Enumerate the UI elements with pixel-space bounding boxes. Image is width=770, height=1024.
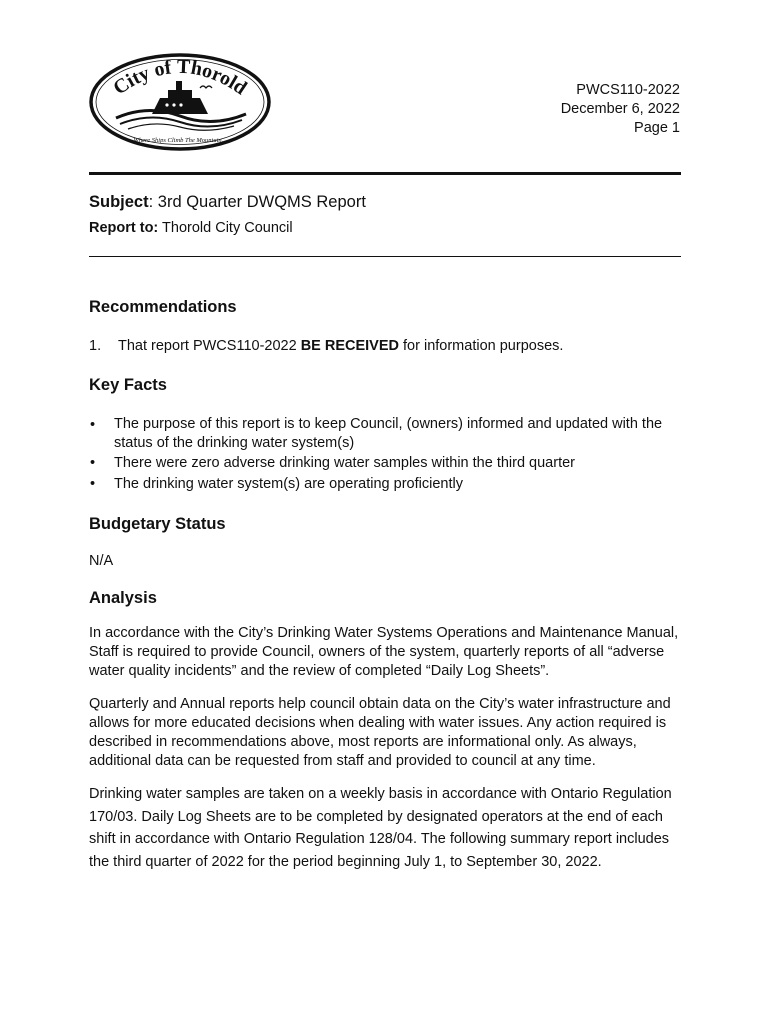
recommendation-text-before: That report PWCS110-2022 xyxy=(118,338,301,354)
report-number: PWCS110-2022 xyxy=(576,82,680,98)
budgetary-status-section xyxy=(89,514,681,571)
subject-divider xyxy=(89,256,681,257)
list-item xyxy=(89,453,681,474)
recommendation-text xyxy=(118,337,563,356)
report-to-text: Thorold City Council xyxy=(158,220,293,236)
recommendation-item xyxy=(89,337,681,356)
recommendations-section xyxy=(89,297,681,356)
key-facts-section xyxy=(89,375,681,495)
key-fact-text: The purpose of this report is to keep Council, (owners) informed and updated with the status of the drinking water system(s) xyxy=(114,416,663,451)
analysis-paragraph: Quarterly and Annual reports help council obtain data on the City’s water infrastructure and allows for more educated decisions when dealing with water issues. Any action required is described in recommendations above, most reports are informational only. As always, additional data can be requested from staff and provided to council at any time. xyxy=(89,696,671,769)
subject-label: Subject xyxy=(89,193,149,211)
subject-line xyxy=(89,193,366,212)
recommendations-heading: Recommendations xyxy=(89,298,237,316)
page-number: Page 1 xyxy=(634,120,680,136)
analysis-section xyxy=(89,588,681,873)
report-to-line xyxy=(89,220,293,236)
recommendation-number: 1. xyxy=(89,338,102,354)
subject-text: : 3rd Quarter DWQMS Report xyxy=(148,193,366,211)
key-fact-text: There were zero adverse drinking water samples within the third quarter xyxy=(114,455,575,471)
bullet-icon: • xyxy=(90,476,96,492)
recommendation-text-after: for information purposes. xyxy=(399,338,564,354)
report-date: December 6, 2022 xyxy=(560,101,680,117)
key-facts-list xyxy=(89,415,681,495)
report-to-label: Report to: xyxy=(89,220,159,236)
bullet-icon: • xyxy=(90,455,96,471)
bullet-icon: • xyxy=(90,417,96,433)
budgetary-status-heading: Budgetary Status xyxy=(89,515,226,533)
analysis-paragraph: Drinking water samples are taken on a weekly basis in accordance with Ontario Regulation 170/03. Daily Log Sheets are to be completed by designated operators at the end of each shift in accordance with Ontario Regulation 128/04. The following summary report includes the third quarter of 2022 for the period beginning July 1, to September 30, 2022. xyxy=(89,786,672,870)
header-meta xyxy=(561,81,680,138)
header-divider xyxy=(89,172,681,175)
logo-city-name: City of Thorold xyxy=(109,55,251,100)
list-item xyxy=(89,415,681,453)
key-fact-text: The drinking water system(s) are operating proficiently xyxy=(114,476,463,492)
analysis-paragraph: In accordance with the City’s Drinking Water Systems Operations and Maintenance Manual, Staff is required to provide Council, owners of the system, quarterly reports of all “adverse water quality incidents” and the review of completed “Daily Log Sheets”. xyxy=(89,625,679,679)
report-body xyxy=(89,297,681,873)
budgetary-status-text: N/A xyxy=(89,553,114,569)
logo-tagline: Where Ships Climb The Mountain... xyxy=(133,137,227,144)
key-facts-heading: Key Facts xyxy=(89,376,167,394)
city-of-thorold-logo xyxy=(88,52,272,152)
recommendation-text-bold: BE RECEIVED xyxy=(300,338,399,354)
analysis-heading: Analysis xyxy=(89,589,157,607)
logo-emblem-icon xyxy=(88,52,272,152)
list-item xyxy=(89,474,681,495)
